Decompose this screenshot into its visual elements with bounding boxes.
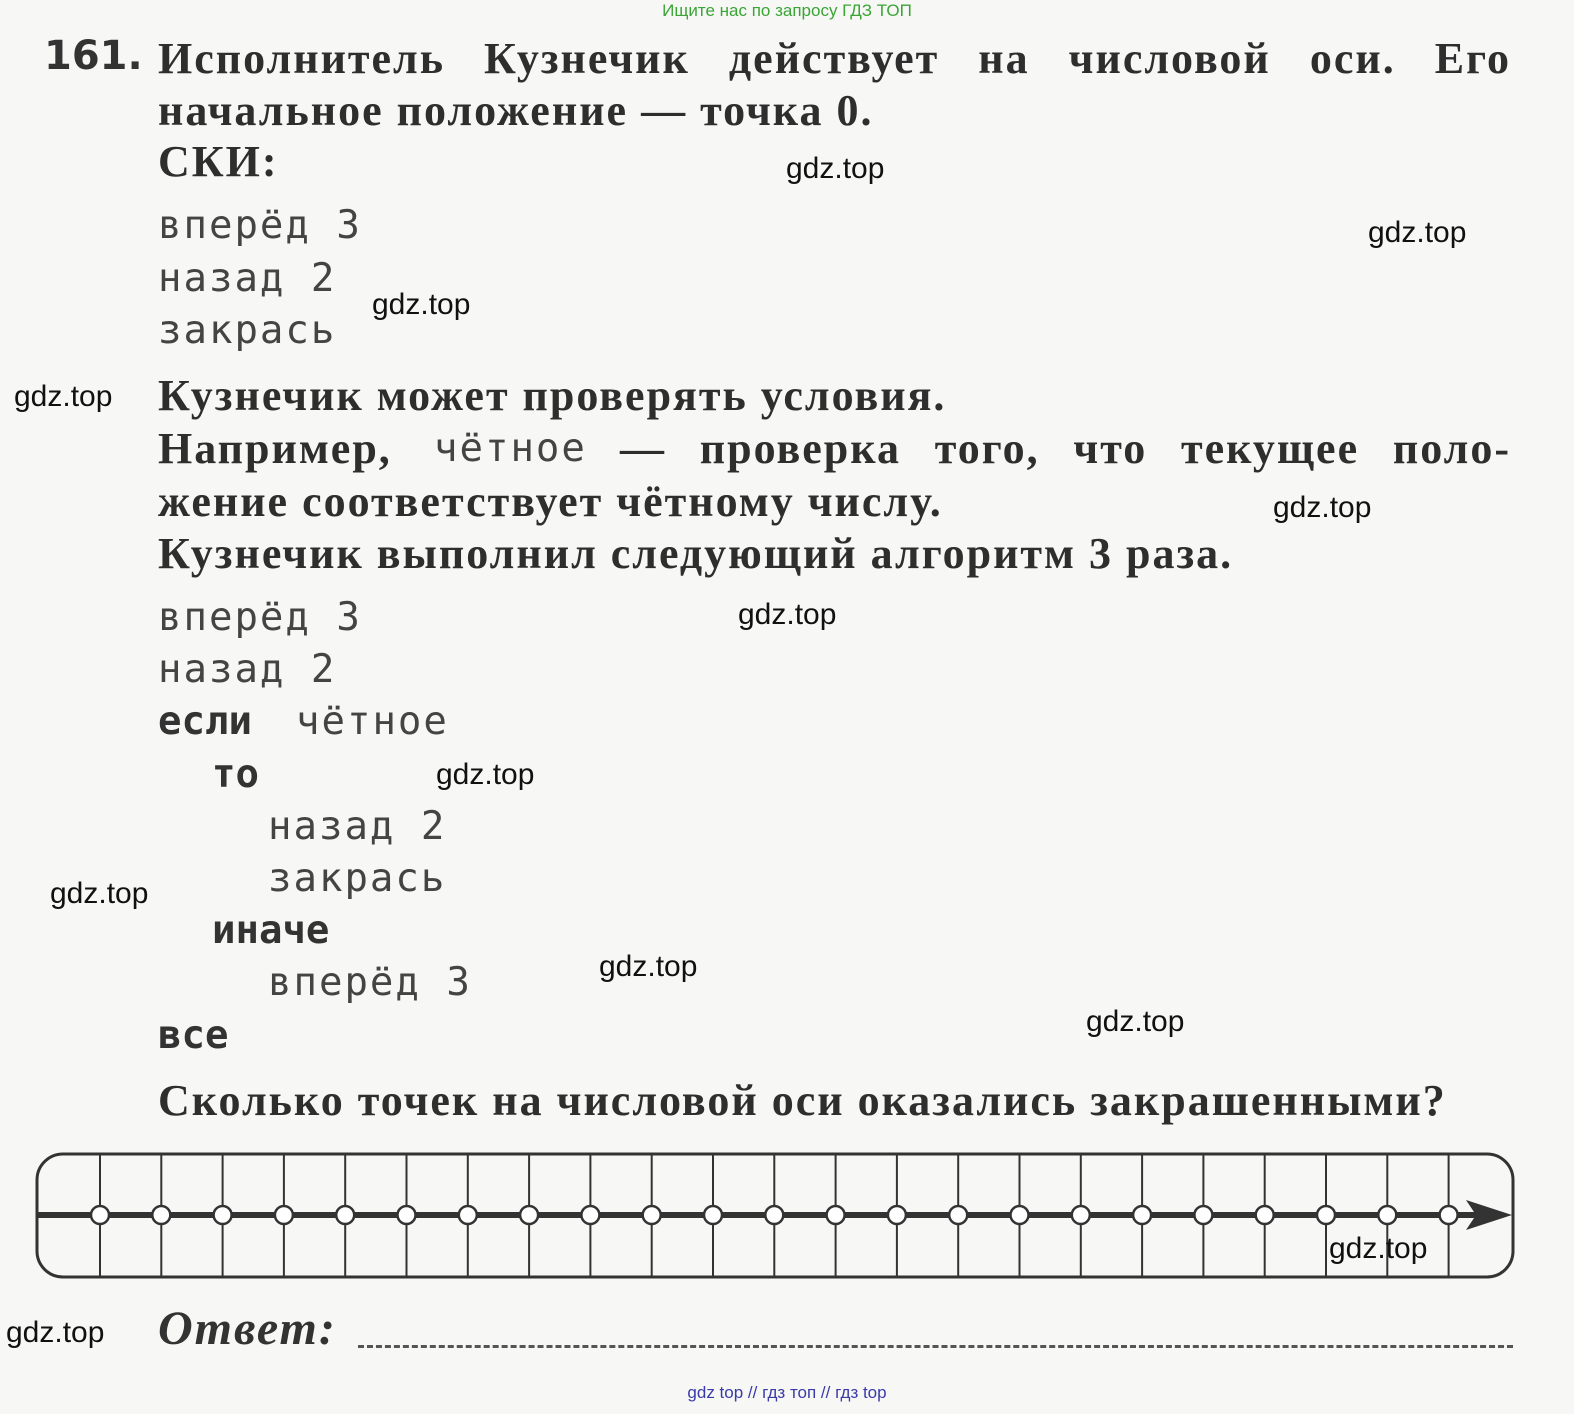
watermark: gdz.top [1273, 491, 1372, 524]
number-line-point[interactable] [1317, 1206, 1335, 1224]
watermark: gdz.top [1368, 216, 1467, 249]
intro-line-1: Исполнитель Кузнечик действует на числовой оси. Его [158, 34, 1511, 83]
example-prefix: Например, [158, 424, 392, 473]
algo-step-back: назад 2 [158, 647, 337, 692]
condition-line: Кузнечик может проверять условия. [158, 371, 947, 420]
watermark: gdz.top [1329, 1232, 1428, 1265]
algo-end-keyword: все [158, 1013, 229, 1058]
ski-command-back: назад 2 [158, 256, 337, 301]
watermark: gdz.top [1086, 1005, 1185, 1038]
algo-if-condition: чётное [296, 699, 449, 744]
number-line-point[interactable] [704, 1206, 722, 1224]
answer-label: Ответ: [158, 1302, 337, 1355]
watermark: gdz.top [50, 877, 149, 910]
watermark: gdz.top [14, 380, 113, 413]
number-line-point[interactable] [949, 1206, 967, 1224]
number-line-point[interactable] [275, 1206, 293, 1224]
watermark: gdz.top [599, 950, 698, 983]
number-line-point[interactable] [459, 1206, 477, 1224]
answer-input-line[interactable] [358, 1345, 1513, 1348]
example-line-2: жение соответствует чётному числу. [158, 477, 943, 526]
top-banner: Ищите нас по запросу ГДЗ ТОП [662, 1, 912, 20]
number-line-point[interactable] [765, 1206, 783, 1224]
number-line-point[interactable] [581, 1206, 599, 1224]
number-line-point[interactable] [643, 1206, 661, 1224]
ski-label: СКИ: [158, 137, 279, 186]
example-keyword: чётное [434, 426, 587, 471]
watermark: gdz.top [786, 152, 885, 185]
number-line-point[interactable] [827, 1206, 845, 1224]
algorithm-intro: Кузнечик выполнил следующий алгоритм 3 раза. [158, 529, 1234, 578]
algo-step-forward: вперёд 3 [158, 595, 362, 640]
algo-if-keyword: если [158, 699, 252, 744]
number-line-point[interactable] [398, 1206, 416, 1224]
number-line-point[interactable] [1378, 1206, 1396, 1224]
bottom-banner: gdz top // гдз топ // гдз top [687, 1383, 887, 1402]
watermark: gdz.top [436, 758, 535, 791]
example-rest: — проверка того, что текущее поло- [620, 424, 1511, 473]
number-line-point[interactable] [1072, 1206, 1090, 1224]
algo-else-keyword: иначе [212, 908, 330, 953]
watermark: gdz.top [6, 1316, 105, 1349]
number-line-point[interactable] [152, 1206, 170, 1224]
number-line-point[interactable] [1133, 1206, 1151, 1224]
question: Сколько точек на числовой оси оказались закрашенными? [158, 1076, 1447, 1125]
ski-command-paint: закрась [158, 308, 337, 353]
number-line-point[interactable] [1440, 1206, 1458, 1224]
algo-else-forward: вперёд 3 [268, 960, 472, 1005]
number-line-point[interactable] [1194, 1206, 1212, 1224]
number-line-point[interactable] [91, 1206, 109, 1224]
algo-then-paint: закрась [268, 856, 447, 901]
watermark: gdz.top [372, 288, 471, 321]
number-line-point[interactable] [888, 1206, 906, 1224]
task-number: 161. [44, 33, 143, 79]
watermark: gdz.top [738, 598, 837, 631]
number-line-point[interactable] [214, 1206, 232, 1224]
algo-then-keyword: то [212, 752, 259, 797]
intro-line-2: начальное положение — точка 0. [158, 86, 874, 135]
number-line-point[interactable] [336, 1206, 354, 1224]
number-line-point[interactable] [1011, 1206, 1029, 1224]
number-line-point[interactable] [1256, 1206, 1274, 1224]
ski-command-forward: вперёд 3 [158, 203, 362, 248]
algo-then-back: назад 2 [268, 804, 447, 849]
number-line-point[interactable] [520, 1206, 538, 1224]
